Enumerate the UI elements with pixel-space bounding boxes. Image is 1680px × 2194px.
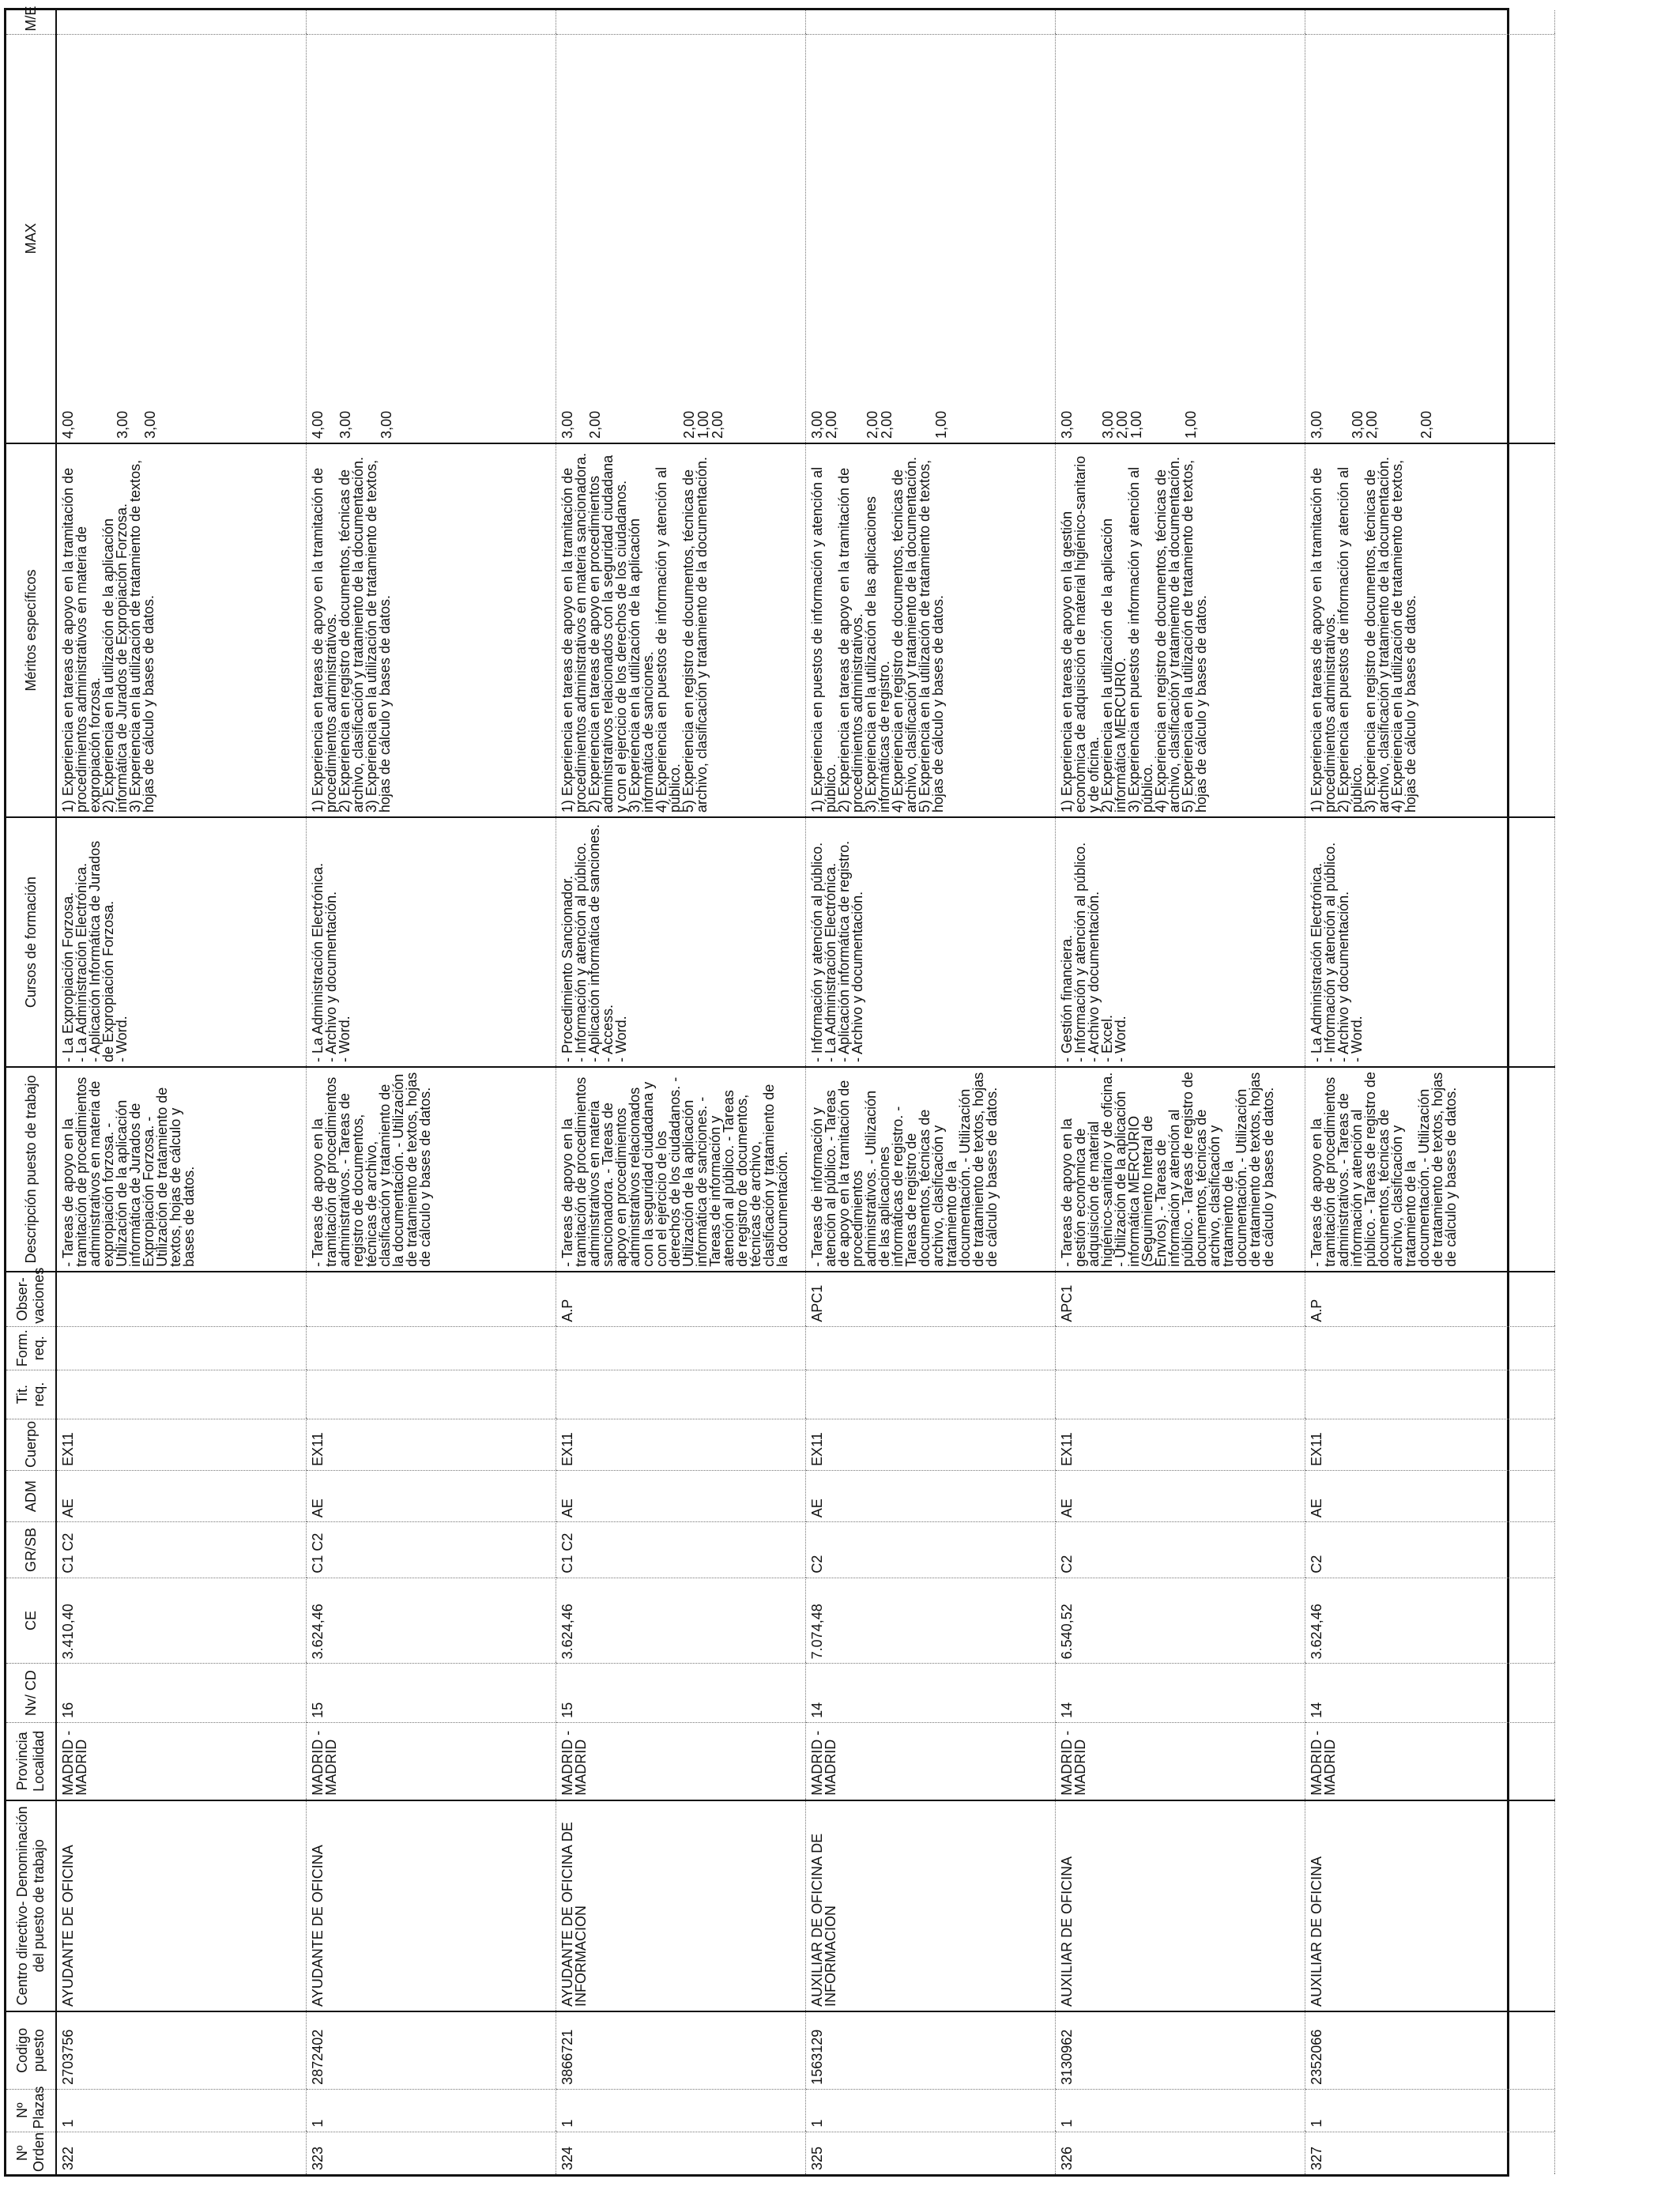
curso-item: - Información y atención al público. bbox=[1321, 842, 1338, 1062]
cell-codigo: 2703756 bbox=[56, 2011, 306, 2089]
cell-titulacion bbox=[805, 1370, 1055, 1419]
curso-item: - Excel. bbox=[1098, 1014, 1115, 1062]
max-value: 3,00 bbox=[378, 410, 394, 439]
merito-item: 2) Experiencia en registro de documentos, técnicas de archivo, clasificación y tratamiento de la documentación. bbox=[336, 456, 366, 813]
max-value: 3,00 bbox=[1349, 410, 1365, 439]
max-value: 3,00 bbox=[1308, 410, 1324, 439]
cell-titulacion bbox=[306, 1370, 556, 1419]
cell-orden: 324 bbox=[556, 2132, 805, 2174]
max-value: 2,00 bbox=[864, 410, 880, 439]
cell-observaciones bbox=[306, 1272, 556, 1326]
cell-observaciones: A.P bbox=[1305, 1272, 1554, 1326]
max-value: 2,00 bbox=[823, 410, 839, 439]
curso-item: - Word. bbox=[612, 1016, 629, 1062]
cell-denominacion: AUXILIAR DE OFICINA DE INFORMACION bbox=[805, 1800, 1055, 2011]
header-formacion: Form. req. bbox=[6, 1326, 56, 1370]
cell-nivel: 15 bbox=[306, 1664, 556, 1723]
header-row bbox=[6, 10, 56, 2174]
cell-provincia: MADRID - MADRID bbox=[556, 1722, 805, 1800]
cell-cursos bbox=[1305, 817, 1554, 1067]
curso-item: - Archivo y documentación. bbox=[849, 891, 865, 1062]
cell-titulacion bbox=[56, 1370, 306, 1419]
header-codigo: Codigo puesto bbox=[6, 2011, 56, 2089]
cell-provincia: MADRID - MADRID bbox=[1055, 1722, 1305, 1800]
header-provincia: Provincia Localidad bbox=[6, 1722, 56, 1800]
max-value: 3,00 bbox=[559, 410, 575, 439]
cell-meritos bbox=[1305, 443, 1554, 817]
cell-meritos bbox=[556, 443, 805, 817]
merito-item: 2) Experiencia en tareas de apoyo en procedimientos administrativos relacionados con la seguridad ciudadana y con el ejercicio de los derechos de los ciudadanos. bbox=[586, 454, 629, 813]
cell-meritos bbox=[805, 443, 1055, 817]
merito-item: 1) Experiencia en tareas de apoyo en la tramitación de procedimientos administrativos en materia sancionadora. bbox=[559, 452, 589, 813]
merito-item: 1) Experiencia en tareas de apoyo en la tramitación de procedimientos administrativos. bbox=[309, 467, 339, 813]
cell-adm: AE bbox=[805, 1470, 1055, 1521]
cell-observaciones: APC1 bbox=[805, 1272, 1055, 1326]
cell-descripcion: - Tareas de apoyo en la tramitación de procedimientos administrativos en materia sancionadora. - Tareas de apoyo en procedimientos administrativos relacionados con la seguridad ciudadana y con el ejercicio de los derechos de los ciudadanos. - Utilización de la aplicación informática de sanciones. - Tareas de información y atención al público. - Tareas de registro de documentos, técnicas de archivo, clasificación y tratamiento de la documentación. bbox=[556, 1067, 805, 1272]
merito-item: 4) Experiencia en registro de documentos, técnicas de archivo, clasificación y tratamiento de la documentación. bbox=[889, 456, 919, 813]
cell-plazas: 1 bbox=[805, 2089, 1055, 2132]
cell-grupo: C2 bbox=[1055, 1522, 1305, 1578]
merito-item: 1) Experiencia en tareas de apoyo en la tramitación de procedimientos administrativos. bbox=[1308, 467, 1338, 813]
cell-ce: 3.624,46 bbox=[1305, 1578, 1554, 1664]
cell-plazas: 1 bbox=[56, 2089, 306, 2132]
cell-grupo: C2 bbox=[1305, 1522, 1554, 1578]
header-me: M/E bbox=[6, 10, 56, 34]
max-value: 4,00 bbox=[60, 410, 76, 439]
cell-meritos bbox=[306, 443, 556, 817]
cell-cursos bbox=[56, 817, 306, 1067]
merito-item: 3) Experiencia en la utilización de tratamiento de textos, hojas de cálculo y bases de datos. bbox=[127, 459, 156, 813]
cell-codigo: 2352066 bbox=[1305, 2011, 1554, 2089]
positions-table bbox=[6, 6, 1555, 2174]
table-row bbox=[1305, 10, 1554, 2174]
cell-formacion bbox=[805, 1326, 1055, 1370]
cell-ce: 7.074,48 bbox=[805, 1578, 1055, 1664]
header-ce: CE bbox=[6, 1578, 56, 1664]
cell-cursos bbox=[556, 817, 805, 1067]
cell-ce: 3.624,46 bbox=[306, 1578, 556, 1664]
cell-orden: 327 bbox=[1305, 2132, 1554, 2174]
header-nivel: Nv/ CD bbox=[6, 1664, 56, 1723]
merito-item: 3) Experiencia en la utilización de tratamiento de textos, hojas de cálculo y bases de datos. bbox=[363, 459, 393, 813]
cell-descripcion: - Tareas de apoyo en la tramitación de procedimientos administrativos en materia de expropiación forzosa. - Utilización de la aplicación informática de Jurados de Expropiación Forzosa. - Utilización de tratamiento de textos, hojas de cálculo y bases de datos. bbox=[56, 1067, 306, 1272]
cell-provincia: MADRID - MADRID bbox=[1305, 1722, 1554, 1800]
cell-formacion bbox=[1055, 1326, 1305, 1370]
cell-observaciones: APC1 bbox=[1055, 1272, 1305, 1326]
cell-adm: AE bbox=[1055, 1470, 1305, 1521]
max-value: 2,00 bbox=[1363, 410, 1380, 439]
merito-item: 5) Experiencia en la utilización de tratamiento de textos, hojas de cálculo y bases de datos. bbox=[1179, 459, 1209, 813]
cell-grupo: C2 bbox=[805, 1522, 1055, 1578]
max-value: 2,00 bbox=[1113, 410, 1130, 439]
merito-item: 4) Experiencia en puestos de información y atención al público. bbox=[653, 466, 683, 813]
cell-denominacion: AUXILIAR DE OFICINA bbox=[1055, 1800, 1305, 2011]
cell-descripcion: - Tareas de apoyo en la gestión económica de adquisición de material higiénico-sanitario y de oficina. - Utilización de la aplicación informática MERCURIO (Seguimiento Intetral de Envíos). - Tareas de información y atención al público. - Tareas de registro de documentos, técnicas de archivo, clasificación y tratamiento de la documentación. - Utilización de tratamiento de textos, hojas de cálculo y bases de datos. bbox=[1055, 1067, 1305, 1272]
max-value: 2,00 bbox=[586, 410, 603, 439]
cell-cuerpo: EX11 bbox=[306, 1419, 556, 1470]
merito-item: 1) Experiencia en tareas de apoyo en la gestión económica de adquisición de material higiénico-sanitario y de oficina. bbox=[1058, 455, 1102, 813]
cell-max bbox=[306, 34, 556, 443]
cell-provincia: MADRID - MADRID bbox=[56, 1722, 306, 1800]
curso-item: - Word. bbox=[114, 1016, 130, 1062]
curso-item: - La Administración Electrónica. bbox=[1308, 862, 1324, 1062]
cell-me bbox=[1055, 10, 1305, 34]
table-row bbox=[1055, 10, 1305, 2174]
header-plazas: Nº Plazas bbox=[6, 2089, 56, 2132]
table-row bbox=[805, 10, 1055, 2174]
cell-orden: 325 bbox=[805, 2132, 1055, 2174]
cell-observaciones: A.P bbox=[556, 1272, 805, 1326]
max-value: 2,00 bbox=[680, 410, 697, 439]
merito-item: 2) Experiencia en la utilización de la aplicación informática de Jurados de Expropiación Forzosa. bbox=[100, 503, 130, 813]
cell-nivel: 15 bbox=[556, 1664, 805, 1723]
cell-denominacion: AYUDANTE DE OFICINA bbox=[56, 1800, 306, 2011]
max-value: 3,00 bbox=[1099, 410, 1116, 439]
header-max: MAX bbox=[6, 34, 56, 443]
cell-titulacion bbox=[1055, 1370, 1305, 1419]
curso-item: - Aplicación informática de registro. bbox=[835, 840, 852, 1062]
cell-orden: 323 bbox=[306, 2132, 556, 2174]
cell-cuerpo: EX11 bbox=[556, 1419, 805, 1470]
cell-ce: 3.624,46 bbox=[556, 1578, 805, 1664]
header-orden: Nº Orden bbox=[6, 2132, 56, 2174]
merito-item: 2) Experiencia en tareas de apoyo en la tramitación de procedimientos administrativos. bbox=[835, 467, 865, 813]
cell-descripcion: - Tareas de información y atención al público. - Tareas de apoyo en la tramitación de procedimientos administrativos. - Utilización de las aplicaciones informáticas de registro. - Tareas de registro de documentos, técnicas de archivo, clasificación y tratamiento de la documentación. - Utilización de tratamiento de textos, hojas de cálculo y bases de datos. bbox=[805, 1067, 1055, 1272]
cell-nivel: 14 bbox=[1055, 1664, 1305, 1723]
curso-item: - Aplicación Informática de Jurados de Expropiación Forzosa. bbox=[87, 840, 116, 1062]
cell-nivel: 14 bbox=[1305, 1664, 1554, 1723]
cell-adm: AE bbox=[56, 1470, 306, 1521]
merito-item: 4) Experiencia en la utilización de tratamiento de textos, hojas de cálculo y bases de datos. bbox=[1388, 459, 1418, 813]
max-value: 3,00 bbox=[808, 410, 825, 439]
merito-item: 5) Experiencia en la utilización de tratamiento de textos, hojas de cálculo y bases de datos. bbox=[916, 459, 946, 813]
curso-item: - Archivo y documentación. bbox=[1335, 891, 1351, 1062]
cell-orden: 322 bbox=[56, 2132, 306, 2174]
cell-titulacion bbox=[556, 1370, 805, 1419]
cell-formacion bbox=[306, 1326, 556, 1370]
curso-item: - La Administración Electrónica. bbox=[822, 862, 838, 1062]
cell-nivel: 14 bbox=[805, 1664, 1055, 1723]
cell-ce: 6.540,52 bbox=[1055, 1578, 1305, 1664]
curso-item: - Archivo y documentación. bbox=[1085, 891, 1102, 1062]
cell-descripcion: - Tareas de apoyo en la tramitación de procedimientos administrativos. - Tareas de registro de documentos, técnicas de archivo, clasificación y tratamiento de la documentación. - Utilización de tratamiento de textos, hojas de cálculo y bases de datos. bbox=[306, 1067, 556, 1272]
header-titulacion: Tit. req. bbox=[6, 1370, 56, 1419]
max-value: 1,00 bbox=[1182, 410, 1199, 439]
cell-denominacion: AUXILIAR DE OFICINA bbox=[1305, 1800, 1554, 2011]
curso-item: - La Expropiación Forzosa. bbox=[60, 892, 76, 1062]
header-cursos: Cursos de formación bbox=[6, 817, 56, 1067]
cell-cuerpo: EX11 bbox=[56, 1419, 306, 1470]
curso-item: - Información y atención al público. bbox=[572, 842, 589, 1062]
cell-codigo: 2872402 bbox=[306, 2011, 556, 2089]
cell-provincia: MADRID - MADRID bbox=[306, 1722, 556, 1800]
cell-max bbox=[556, 34, 805, 443]
curso-item: - Word. bbox=[336, 1016, 352, 1062]
cell-formacion bbox=[1305, 1326, 1554, 1370]
max-value: 3,00 bbox=[115, 410, 130, 439]
cell-orden: 326 bbox=[1055, 2132, 1305, 2174]
merito-item: 3) Experiencia en puestos de información y atención al público. bbox=[1125, 466, 1155, 813]
curso-item: - La Administración Electrónica. bbox=[73, 862, 89, 1062]
curso-item: - La Administración Electrónica. bbox=[309, 862, 326, 1062]
max-value: 4,00 bbox=[309, 410, 326, 439]
max-value: 2,00 bbox=[878, 410, 895, 439]
cell-formacion bbox=[56, 1326, 306, 1370]
max-value: 1,00 bbox=[932, 410, 949, 439]
cell-max bbox=[1055, 34, 1305, 443]
cell-ce: 3.410,40 bbox=[56, 1578, 306, 1664]
merito-item: 3) Experiencia en registro de documentos, técnicas de archivo, clasificación y tratamiento de la documentación. bbox=[1362, 456, 1392, 813]
cell-me bbox=[56, 10, 306, 34]
table-row bbox=[306, 10, 556, 2174]
cell-cuerpo: EX11 bbox=[1055, 1419, 1305, 1470]
cell-adm: AE bbox=[306, 1470, 556, 1521]
cell-me bbox=[306, 10, 556, 34]
cell-max bbox=[56, 34, 306, 443]
cell-codigo: 3130962 bbox=[1055, 2011, 1305, 2089]
max-value: 1,00 bbox=[1128, 410, 1144, 439]
cell-me bbox=[556, 10, 805, 34]
curso-item: - Procedimiento Sancionador. bbox=[559, 875, 575, 1062]
merito-item: 1) Experiencia en tareas de apoyo en la tramitación de procedimientos administrativos en materia de expropiación forzosa. bbox=[60, 467, 103, 813]
header-descripcion: Descripción puesto de trabajo bbox=[6, 1067, 56, 1272]
merito-item: 2) Experiencia en puestos de información y atención al público. bbox=[1335, 466, 1365, 813]
cell-observaciones bbox=[56, 1272, 306, 1326]
cell-codigo: 1563129 bbox=[805, 2011, 1055, 2089]
cell-adm: AE bbox=[556, 1470, 805, 1521]
cell-plazas: 1 bbox=[306, 2089, 556, 2132]
cell-descripcion: - Tareas de apoyo en la tramitación de procedimientos administrativos. - Tareas de información y atención al público. - Tareas de registro de documentos, técnicas de archivo, clasificación y tratamiento de la documentación. - Utilización de tratamiento de textos, hojas de cálculo y bases de datos. bbox=[1305, 1067, 1554, 1272]
max-value: 1,00 bbox=[695, 410, 711, 439]
curso-item: - Word. bbox=[1348, 1016, 1365, 1062]
cell-cuerpo: EX11 bbox=[1305, 1419, 1554, 1470]
header-grupo: GR/SB bbox=[6, 1522, 56, 1578]
cell-plazas: 1 bbox=[556, 2089, 805, 2132]
cell-nivel: 16 bbox=[56, 1664, 306, 1723]
cell-grupo: C1 C2 bbox=[556, 1522, 805, 1578]
curso-item: - Información y atención al público. bbox=[1072, 842, 1088, 1062]
merito-item: 2) Experiencia en la utilización de la aplicación informática MERCURIO. bbox=[1098, 518, 1128, 813]
cell-formacion bbox=[556, 1326, 805, 1370]
cell-plazas: 1 bbox=[1055, 2089, 1305, 2132]
cell-provincia: MADRID - MADRID bbox=[805, 1722, 1055, 1800]
curso-item: - Archivo y documentación. bbox=[322, 891, 339, 1062]
cell-me bbox=[805, 10, 1055, 34]
cell-codigo: 3866721 bbox=[556, 2011, 805, 2089]
max-value: 3,00 bbox=[142, 410, 158, 439]
table-row bbox=[56, 10, 306, 2174]
cell-cuerpo: EX11 bbox=[805, 1419, 1055, 1470]
cell-grupo: C1 C2 bbox=[56, 1522, 306, 1578]
max-value: 3,00 bbox=[337, 410, 353, 439]
cell-denominacion: AYUDANTE DE OFICINA DE INFORMACION bbox=[556, 1800, 805, 2011]
positions-table-frame bbox=[4, 8, 1509, 2177]
header-cuerpo: Cuerpo bbox=[6, 1419, 56, 1470]
merito-item: 3) Experiencia en la utilización de la aplicación informática de sanciones. bbox=[626, 518, 656, 813]
header-centro: Centro directivo- Denominación del puesto de trabajo bbox=[6, 1800, 56, 2011]
merito-item: 3) Experiencia en la utilización de las aplicaciones informáticas de registro. bbox=[862, 496, 892, 813]
cell-adm: AE bbox=[1305, 1470, 1554, 1521]
cell-cursos bbox=[306, 817, 556, 1067]
curso-item: - Access. bbox=[599, 1004, 616, 1062]
cell-cursos bbox=[805, 817, 1055, 1067]
header-observaciones: Obser- vaciones bbox=[6, 1272, 56, 1326]
max-value: 3,00 bbox=[1058, 410, 1075, 439]
header-meritos: Méritos específicos bbox=[6, 443, 56, 817]
cell-max bbox=[1305, 34, 1554, 443]
cell-me bbox=[1305, 10, 1554, 34]
cell-meritos bbox=[1055, 443, 1305, 817]
table-row bbox=[556, 10, 805, 2174]
cell-cursos bbox=[1055, 817, 1305, 1067]
merito-item: 1) Experiencia en puestos de información y atención al público. bbox=[808, 466, 838, 813]
curso-item: - Aplicación informática de sanciones. bbox=[586, 824, 602, 1062]
merito-item: 4) Experiencia en registro de documentos, técnicas de archivo, clasificación y tratamiento de la documentación. bbox=[1152, 456, 1182, 813]
max-value: 2,00 bbox=[1418, 410, 1434, 439]
cell-max bbox=[805, 34, 1055, 443]
header-adm: ADM bbox=[6, 1470, 56, 1521]
cell-grupo: C1 C2 bbox=[306, 1522, 556, 1578]
cell-denominacion: AYUDANTE DE OFICINA bbox=[306, 1800, 556, 2011]
cell-titulacion bbox=[1305, 1370, 1554, 1419]
curso-item: - Gestión financiera. bbox=[1058, 934, 1075, 1062]
cell-meritos bbox=[56, 443, 306, 817]
curso-item: - Información y atención al público. bbox=[808, 842, 825, 1062]
merito-item: 5) Experiencia en registro de documentos, técnicas de archivo, clasificación y tratamiento de la documentación. bbox=[680, 456, 710, 813]
cell-plazas: 1 bbox=[1305, 2089, 1554, 2132]
max-value: 2,00 bbox=[709, 410, 725, 439]
curso-item: - Word. bbox=[1112, 1016, 1128, 1062]
